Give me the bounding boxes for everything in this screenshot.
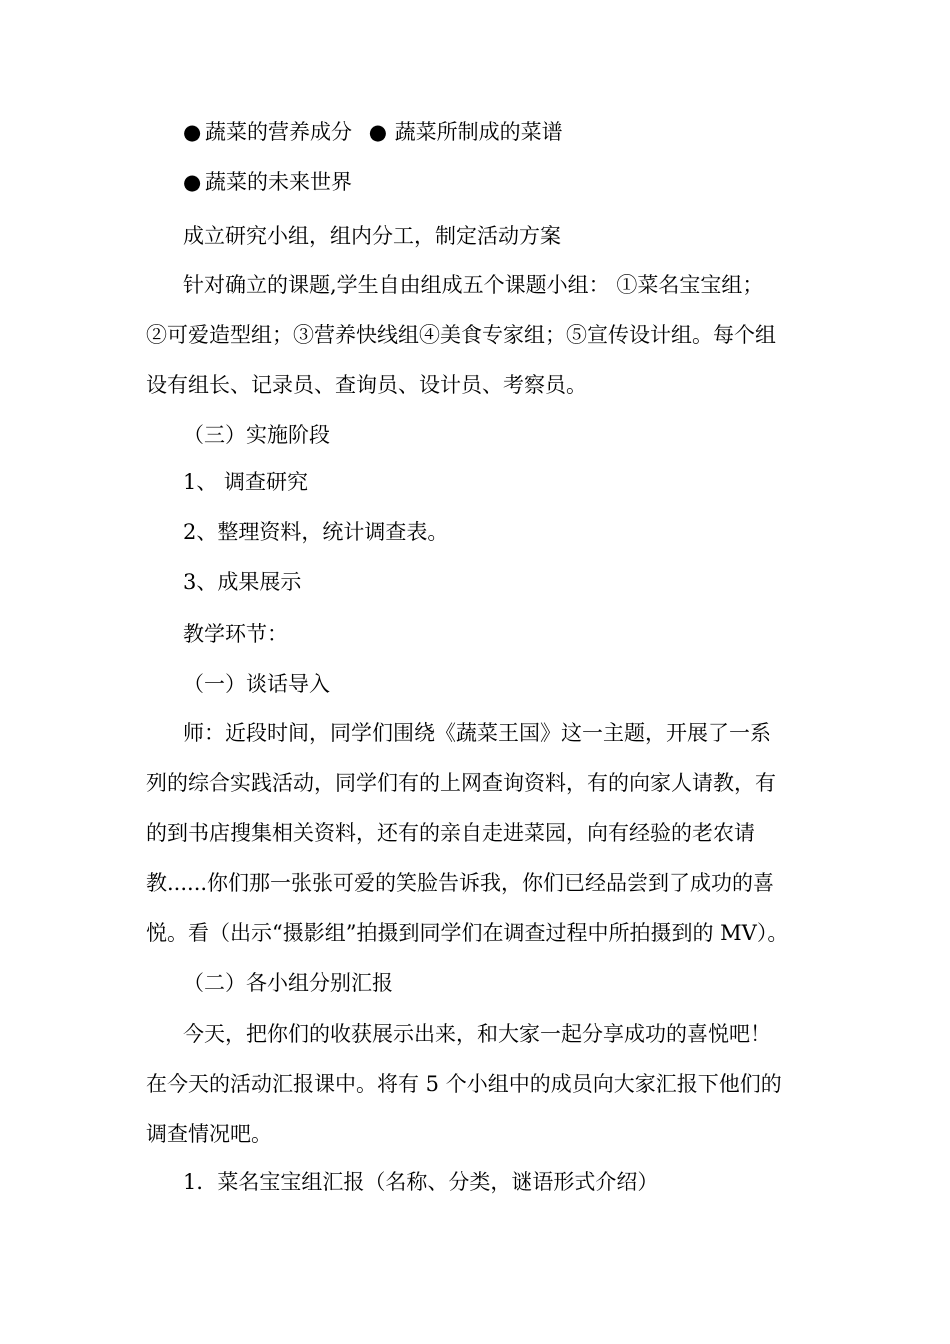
paragraph-line: 调查情况吧。 <box>146 1122 272 1146</box>
section-heading: 教学环节： <box>183 622 288 646</box>
list-item: 1．菜名宝宝组汇报（名称、分类，谜语形式介绍） <box>183 1170 659 1194</box>
paragraph-line: 师：近段时间，同学们围绕《蔬菜王国》这一主题，开展了一系 <box>183 721 771 745</box>
bullet-text: 蔬菜所制成的菜谱 <box>394 120 563 144</box>
bullet-text: 蔬菜的营养成分 <box>205 120 352 144</box>
paragraph-line: ②可爱造型组；③营养快线组④美食专家组；⑤宣传设计组。每个组 <box>146 323 776 347</box>
section-heading: （二）各小组分别汇报 <box>183 971 393 995</box>
bullet-dot: ● <box>183 120 202 144</box>
paragraph-line: 针对确立的课题,学生自由组成五个课题小组： ①菜名宝宝组； <box>183 273 764 297</box>
list-item: 1、 调查研究 <box>183 470 309 494</box>
paragraph-line: 设有组长、记录员、查询员、设计员、考察员。 <box>146 373 587 397</box>
paragraph-line: 的到书店搜集相关资料，还有的亲自走进菜园，向有经验的老农请 <box>146 821 755 845</box>
bullet-text: 蔬菜的未来世界 <box>205 170 352 194</box>
paragraph-line: 在今天的活动汇报课中。将有 5 个小组中的成员向大家汇报下他们的 <box>146 1072 782 1096</box>
bullet-line-1 <box>183 118 563 146</box>
bullet-dot: ● <box>368 120 388 144</box>
section-heading: （三）实施阶段 <box>183 423 330 447</box>
paragraph-line: 今天，把你们的收获展示出来，和大家一起分享成功的喜悦吧！ <box>183 1022 771 1046</box>
section-heading: （一）谈话导入 <box>183 672 330 696</box>
bullet-line-2 <box>183 168 352 196</box>
paragraph-line: 成立研究小组，组内分工，制定活动方案 <box>183 224 561 248</box>
bullet-dot: ● <box>183 170 202 194</box>
paragraph-line: 列的综合实践活动，同学们有的上网查询资料，有的向家人请教，有 <box>146 771 776 795</box>
paragraph-line: 悦。看（出示“摄影组”拍摄到同学们在调查过程中所拍摄到的 MV）。 <box>146 921 789 945</box>
paragraph-line: 教......你们那一张张可爱的笑脸告诉我，你们已经品尝到了成功的喜 <box>146 871 775 895</box>
list-item: 2、整理资料，统计调查表。 <box>183 520 449 544</box>
list-item: 3、成果展示 <box>183 570 302 594</box>
